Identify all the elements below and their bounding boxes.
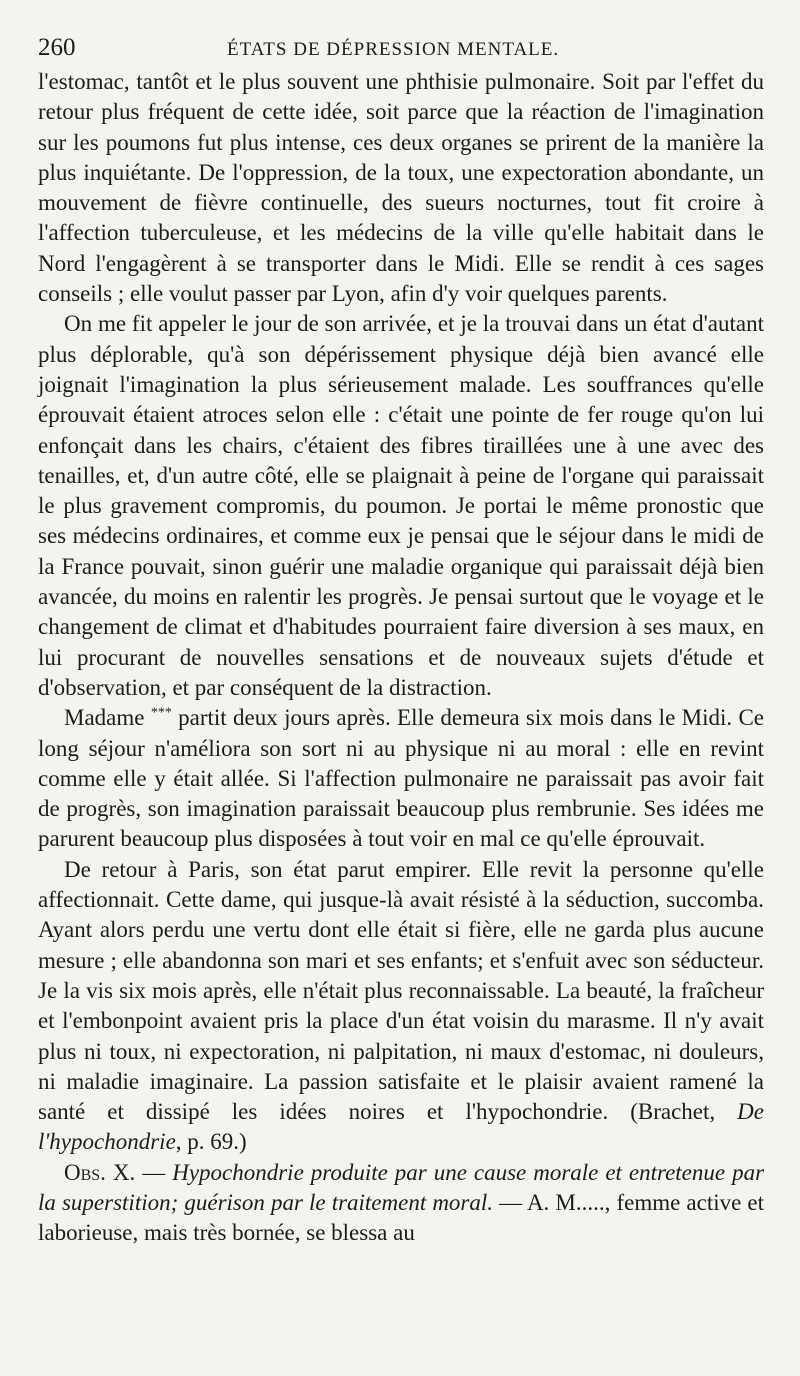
body-text <box>38 67 764 1249</box>
paragraph <box>38 855 764 1158</box>
paragraph-text: De retour à Paris, son état parut empirer. Elle revit la personne qu'elle affectionnait. Cette dame, qui jusque-là avait résisté à la séduction, succomba. Ayant alors perdu une vertu dont elle était si fière, elle ne garda plus aucune mesure ; elle abandonna son mari et ses enfants; et s'enfuit avec son séducteur. Je la vis six mois après, elle n'était plus reconnaissable. La beauté, la fraîcheur et l'embonpoint avaient pris la place d'un état voisin du marasme. Il n'y avait plus ni toux, ni expectoration, ni palpitation, ni maux d'estomac, ni douleurs, ni maladie imaginaire. La passion satisfaite et le plaisir avaient ramené la santé et dissipé les idées noires et l'hypochondrie. (Brachet, <box>38 856 764 1125</box>
observation-title: Hypochondrie produite par une cause morale et entretenue par la superstition; guérison par le traitement moral. <box>38 1159 765 1215</box>
paragraph <box>38 703 764 854</box>
observation-paragraph <box>38 1158 764 1249</box>
paragraph-text: — A. M....., femme active et laborieuse, mais très bornée, se blessa au <box>38 1189 764 1246</box>
citation-title: De l'hypochondrie <box>38 1099 764 1155</box>
citation-page: , p. 69.) <box>175 1129 247 1155</box>
page-number: 260 <box>38 34 76 61</box>
paragraph-text: l'estomac, tantôt et le plus souvent une phthisie pulmonaire. Soit par l'effet du retour plus fréquent de cette idée, soit parce que la réaction de l'imagination sur les poumons fut plus intense, ces deux organes se prirent de la manière la plus inquiétante. De l'oppression, de la toux, une expectoration abondante, un mouvement de fièvre continuelle, des sueurs nocturnes, tout fit croire à l'affection tuberculeuse, et les médecins de la ville qu'elle habitait dans le Nord l'engagèrent à se transporter dans le Midi. Elle se rendit à ces sages conseils ; elle voulut passer par Lyon, afin d'y voir quelques parents. <box>38 69 764 307</box>
paragraph <box>38 67 764 309</box>
running-title: ÉTATS DE DÉPRESSION MENTALE. <box>227 39 560 60</box>
paragraph-text: Madame <box>64 705 151 731</box>
paragraph <box>38 309 764 703</box>
observation-label: Obs. X. <box>64 1159 136 1185</box>
paragraph-text: On me fit appeler le jour de son arrivée, et je la trouvai dans un état d'autant plus déplorable, qu'à son dépérissement physique déjà bien avancé elle joignait l'imagination la plus sérieusement malade. Les souffrances qu'elle éprouvait étaient atroces selon elle : c'était une pointe de fer rouge qu'on lui enfonçait dans les chairs, c'étaient des fibres tiraillées une à une avec des tenailles, et, d'un autre côté, elle se plaignait à peine de l'organe qui paraissait le plus gravement compromis, du poumon. Je portai le même pronostic que ses médecins ordinaires, et comme eux je pensai que le séjour dans le midi de la France pouvait, sinon guérir une maladie organique qui paraissait déjà bien avancée, du moins en ralentir les progrès. Je pensai surtout que le voyage et le changement de climat et d'habitudes pourraient faire diversion à ses maux, en lui procurant de nouvelles sensations et de nouveaux sujets d'étude et d'observation, et par conséquent de la distraction. <box>38 311 764 700</box>
asterisks-superscript: *** <box>150 705 172 721</box>
paragraph-text: partit deux jours après. Elle demeura six mois dans le Midi. Ce long séjour n'améliora son sort ni au physique ni au moral : elle en revint comme elle y était allée. Si l'affection pulmonaire ne paraissait pas avoir fait de progrès, son imagination paraissait beaucoup plus rembrunie. Ses idées me parurent beaucoup plus disposées à tout voir en mal ce qu'elle éprouvait. <box>38 705 764 852</box>
dash: — <box>135 1159 173 1185</box>
running-head <box>38 34 764 62</box>
